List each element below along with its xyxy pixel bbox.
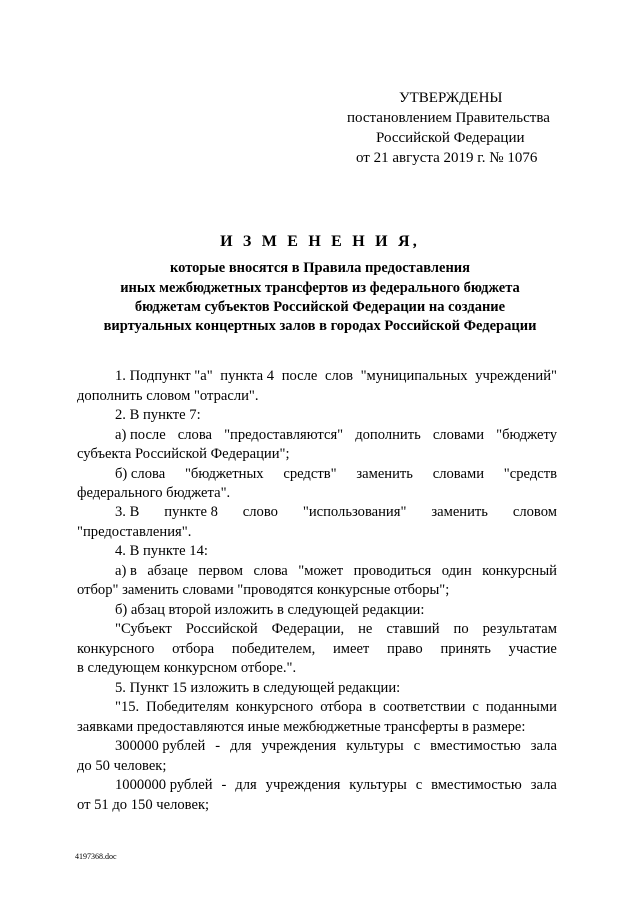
- item-2b-line-2: федерального бюджета".: [77, 485, 231, 501]
- approval-title: УТВЕРЖДЕНЫ: [399, 90, 503, 106]
- document-filename: 4197368.doc: [75, 852, 117, 861]
- document-title: И З М Е Н Е Н И Я,: [220, 233, 420, 250]
- amount-1-line-1: 300000 рублей - для учреждения культуры с вместимостью зала: [115, 738, 557, 754]
- subtitle-line-2: иных межбюджетных трансфертов из федерального бюджета: [120, 280, 520, 296]
- item-2: 2. В пункте 7:: [115, 407, 201, 423]
- subtitle-line-4: виртуальных концертных залов в городах Российской Федерации: [103, 318, 537, 334]
- quote-line-1: "Субъект Российской Федерации, не ставший по результатам: [115, 621, 557, 637]
- amount-1-line-2: до 50 человек;: [77, 758, 167, 774]
- item-1-line-1: 1. Подпункт "а" пункта 4 после слов "муниципальных учреждений": [115, 368, 557, 384]
- item-15-line-1: "15. Победителям конкурсного отбора в соответствии с поданными: [115, 699, 557, 715]
- item-1-line-2: дополнить словом "отрасли".: [77, 388, 259, 404]
- item-4a-line-2: отбор" заменить словами "проводятся конкурсные отборы";: [77, 582, 450, 598]
- amount-2-line-1: 1000000 рублей - для учреждения культуры с вместимостью зала: [115, 777, 557, 793]
- item-5: 5. Пункт 15 изложить в следующей редакции:: [115, 680, 401, 696]
- approval-date-number: от 21 августа 2019 г. № 1076: [356, 150, 538, 166]
- item-2b-line-1: б) слова "бюджетных средств" заменить словами "средств: [115, 466, 557, 482]
- item-2a-line-1: а) после слова "предоставляются" дополнить словами "бюджету: [115, 427, 557, 443]
- item-4b: б) абзац второй изложить в следующей редакции:: [115, 602, 425, 618]
- item-4a-line-1: а) в абзаце первом слова "может проводиться один конкурсный: [115, 563, 557, 579]
- item-3-line-1: 3. В пункте 8 слово "использования" заменить словом: [115, 504, 557, 520]
- subtitle-line-3: бюджетам субъектов Российской Федерации на создание: [134, 299, 506, 315]
- quote-line-3: в следующем конкурсном отборе.".: [77, 660, 297, 676]
- item-3-line-2: "предоставления".: [77, 524, 192, 540]
- approval-line-2: постановлением Правительства: [347, 110, 550, 126]
- item-2a-line-2: субъекта Российской Федерации";: [77, 446, 290, 462]
- item-4: 4. В пункте 14:: [115, 543, 208, 559]
- amount-2-line-2: от 51 до 150 человек;: [77, 797, 210, 813]
- quote-line-2: конкурсного отбора победителем, имеет право принять участие: [77, 641, 557, 657]
- item-15-line-2: заявками предоставляются иные межбюджетные трансферты в размере:: [77, 719, 526, 735]
- approval-line-3: Российской Федерации: [376, 130, 525, 146]
- subtitle-line-1: которые вносятся в Правила предоставления: [169, 260, 470, 276]
